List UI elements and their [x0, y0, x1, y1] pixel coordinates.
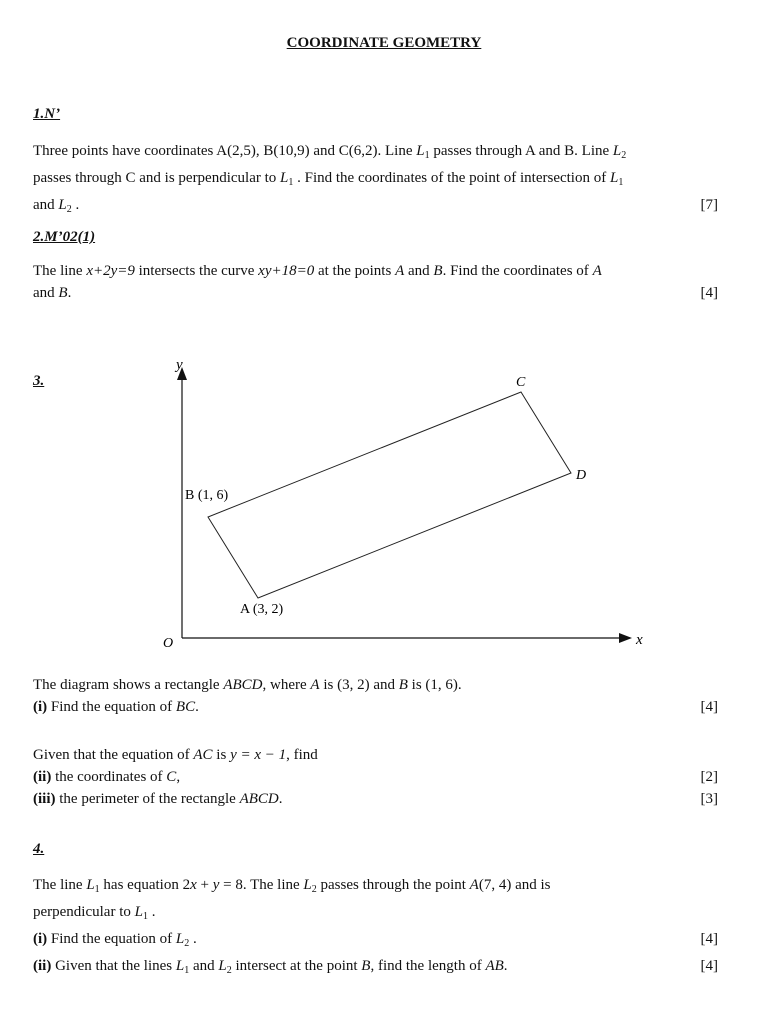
q3-given-line: Given that the equation of AC is y = x − 1, find	[33, 747, 318, 763]
page-title: COORDINATE GEOMETRY	[286, 35, 482, 51]
q3-part-i: (i) Find the equation of BC. [4]	[33, 696, 718, 718]
q3-intro: The diagram shows a rectangle ABCD, where A is (3, 2) and B is (1, 6).	[33, 677, 462, 693]
q3-part-iii-mark: [3]	[700, 791, 718, 807]
q3-part-ii: (ii) the coordinates of C, [2]	[33, 766, 718, 788]
q1-line-2: passes through C and is perpendicular to $L_1$ . Find the coordinates of the point of intersection of $L_1$	[33, 170, 624, 188]
q3-part-i-mark: [4]	[700, 699, 718, 715]
q2-heading: 2.M’02(1)	[33, 229, 96, 245]
q4-part-ii: (ii) Given that the lines $L_1$ and $L_2$ intersect at the point B, find the length of AB. [4]	[33, 955, 718, 982]
q1-text	[33, 140, 718, 221]
q3-heading: 3.	[33, 373, 45, 389]
q2-line-2: and B. [4]	[33, 282, 718, 304]
q3-part-iii: (iii) the perimeter of the rectangle ABCD. [3]	[33, 788, 718, 810]
q4-line-2: perpendicular to $L_1$ .	[33, 904, 156, 922]
q4-part-i: (i) Find the equation of $L_2$ . [4]	[33, 928, 718, 955]
rectangle-abcd	[208, 392, 571, 598]
q1-heading: 1.N’	[33, 106, 61, 122]
q3-given	[33, 744, 718, 810]
q2-text	[33, 260, 718, 304]
q4-part-i-mark: [4]	[700, 931, 718, 947]
x-axis-arrow	[619, 633, 632, 643]
x-axis-label: x	[636, 632, 643, 648]
q4-line-1: The line $L_1$ has equation 2x + y = 8. The line $L_2$ passes through the point A(7, 4) and is	[33, 877, 551, 895]
point-d-label: D	[576, 468, 587, 483]
q4-text	[33, 874, 718, 982]
q2-line-1: The line x+2y=9 intersects the curve xy+18=0 at the points A and B. Find the coordinates of A	[33, 263, 602, 279]
point-b-label: B (1, 6)	[185, 488, 229, 503]
y-axis-label: y	[176, 357, 183, 373]
q1-line-3: and $L_2$ . [7]	[33, 194, 718, 221]
q4-part-ii-mark: [4]	[700, 958, 718, 974]
point-c-label: C	[516, 375, 526, 390]
q1-mark: [7]	[700, 197, 718, 213]
q2-mark: [4]	[700, 285, 718, 301]
rectangle-diagram	[0, 345, 768, 665]
origin-label: O	[163, 636, 174, 651]
q3-part-ii-mark: [2]	[700, 769, 718, 785]
point-a-label: A (3, 2)	[240, 602, 284, 617]
q4-heading: 4.	[33, 841, 45, 857]
q1-line-1: Three points have coordinates A(2,5), B(10,9) and C(6,2). Line $L_1$ passes through A and B. Line $L_2$	[33, 143, 627, 161]
q3-text	[33, 674, 718, 718]
